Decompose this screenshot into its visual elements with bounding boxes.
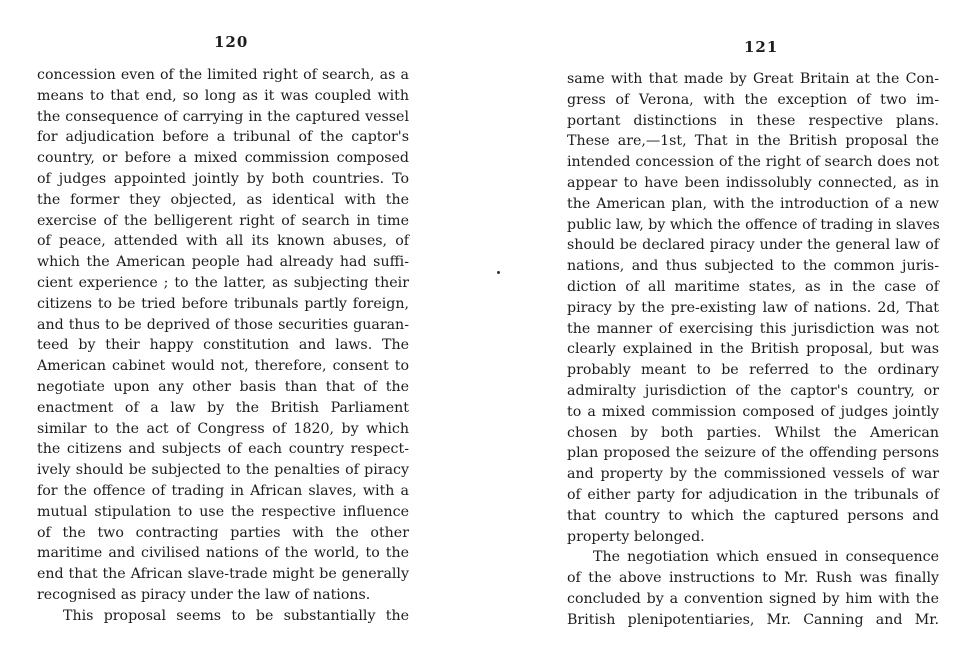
text-line: country, or before a mixed commission composed — [37, 150, 409, 167]
text-line: concession even of the limited right of search, as a — [37, 67, 409, 83]
text-line: the former they objected, as identical with the — [37, 191, 409, 208]
text-line: maritime and civilised nations of the world, to the — [37, 545, 409, 562]
text-line: of either party for adjudication in the tribunals of — [567, 486, 939, 503]
text-line: admiralty jurisdiction of the captor's country, or — [567, 382, 939, 399]
text-line: of peace, attended with all its known abuses, of — [37, 233, 409, 250]
text-line: exercise of the belligerent right of search in time — [37, 212, 409, 229]
text-line: piracy by the pre-existing law of nations. 2d, That — [567, 299, 939, 316]
text-line: the manner of exercising this jurisdiction was not — [567, 320, 939, 337]
text-line: American cabinet would not, therefore, consent to — [37, 358, 409, 375]
text-line: citizens to be tried before tribunals partly foreign, — [37, 295, 409, 312]
page-number: 121 — [744, 38, 779, 56]
text-line: for adjudication before a tribunal of the captor's — [37, 129, 409, 146]
page-number: 120 — [214, 33, 249, 51]
text-line: appear to have been indissolubly connected, as in — [567, 174, 939, 191]
text-line: probably meant to be referred to the ordinary — [567, 362, 939, 379]
text-line: gress of Verona, with the exception of two im- — [567, 91, 939, 108]
text-line: teed by their happy constitution and laws. The — [37, 337, 409, 354]
page-text — [37, 65, 409, 627]
text-line: of judges appointed jointly by both countries. To — [37, 170, 409, 187]
text-line: This proposal seems to be substantially the — [63, 607, 409, 624]
text-line: The negotiation which ensued in consequence — [593, 549, 939, 566]
text-line: similar to the act of Congress of 1820, by which — [37, 420, 409, 437]
text-line: mutual stipulation to use the respective influence — [37, 503, 409, 520]
text-line: nations, and thus subjected to the common juris- — [567, 258, 939, 275]
text-line: clearly explained in the British proposal, but was — [567, 341, 939, 358]
text-line: cient experience ; to the latter, as subjecting their — [37, 274, 409, 291]
text-line: and thus to be deprived of those securities guaran- — [37, 316, 409, 333]
text-line: British plenipotentiaries, Mr. Canning and Mr. — [567, 611, 939, 628]
text-line: that country to which the captured persons and — [567, 507, 939, 524]
text-line: concluded by a convention signed by him with the — [567, 590, 939, 607]
text-line: portant distinctions in these respective plans. — [567, 112, 939, 129]
text-line: public law, by which the offence of trading in slaves — [567, 216, 940, 233]
text-line: plan proposed the seizure of the offending persons — [567, 445, 939, 462]
text-line: These are,—1st, That in the British proposal the — [567, 133, 939, 150]
text-line: and property by the commissioned vessels of war — [567, 466, 939, 483]
text-line: end that the African slave-trade might be generally — [37, 566, 409, 583]
text-line: the citizens and subjects of each country respect- — [37, 441, 409, 458]
text-line: property belonged. — [567, 528, 705, 545]
text-line: the American plan, with the introduction of a new — [567, 195, 939, 212]
text-line: of the above instructions to Mr. Rush was finally — [567, 570, 939, 587]
right-page — [530, 0, 980, 665]
text-line: diction of all maritime states, as in the case of — [567, 278, 939, 295]
text-line: intended concession of the right of search does not — [567, 154, 939, 171]
left-page — [0, 0, 450, 665]
page-speck — [497, 271, 500, 274]
text-line: negotiate upon any other basis than that of the — [37, 378, 409, 395]
text-line: recognised as piracy under the law of nations. — [37, 586, 371, 603]
text-line: the consequence of carrying in the captured vessel — [37, 108, 409, 125]
text-line: which the American people had already had suffi- — [37, 254, 409, 271]
text-line: of the two contracting parties with the other — [37, 524, 409, 541]
text-line: same with that made by Great Britain at the Con- — [567, 71, 939, 87]
page-text — [567, 69, 939, 631]
text-line: ively should be subjected to the penalties of piracy — [37, 462, 409, 479]
text-line: for the offence of trading in African slaves, with a — [37, 482, 409, 499]
text-line: chosen by both parties. Whilst the American — [567, 424, 939, 441]
text-line: to a mixed commission composed of judges jointly — [567, 403, 939, 420]
text-line: should be declared piracy under the general law of — [567, 237, 939, 254]
text-line: enactment of a law by the British Parliament — [37, 399, 409, 416]
text-line: means to that end, so long as it was coupled with — [37, 87, 409, 104]
